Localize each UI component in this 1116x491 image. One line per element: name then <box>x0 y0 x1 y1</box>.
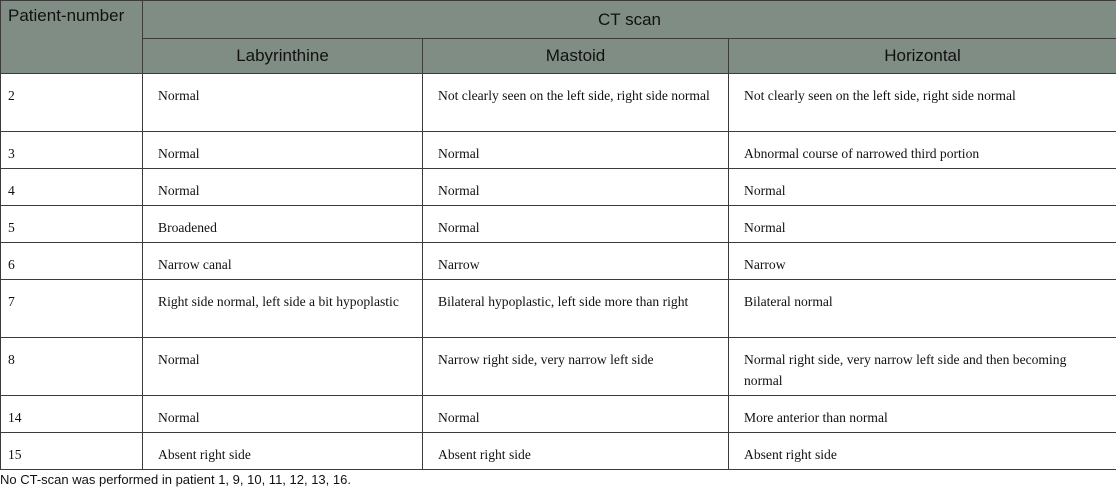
cell-labyrinthine: Normal <box>143 169 423 206</box>
cell-labyrinthine: Absent right side <box>143 433 423 470</box>
cell-labyrinthine: Normal <box>143 132 423 169</box>
cell-labyrinthine: Narrow canal <box>143 243 423 280</box>
cell-horizontal: Not clearly seen on the left side, right side normal <box>729 74 1116 132</box>
cell-horizontal: Normal <box>729 206 1116 243</box>
cell-patient: 3 <box>1 132 143 169</box>
cell-mastoid: Not clearly seen on the left side, right side normal <box>423 74 729 132</box>
header-ct-scan: CT scan <box>143 1 1116 39</box>
cell-labyrinthine: Broadened <box>143 206 423 243</box>
cell-mastoid: Normal <box>423 396 729 433</box>
cell-patient: 2 <box>1 74 143 132</box>
table-body <box>1 74 1116 470</box>
table-row <box>1 169 1116 206</box>
cell-mastoid: Narrow <box>423 243 729 280</box>
cell-mastoid: Normal <box>423 132 729 169</box>
cell-patient: 14 <box>1 396 143 433</box>
cell-patient: 8 <box>1 338 143 396</box>
cell-horizontal: Normal <box>729 169 1116 206</box>
table-footnote: No CT-scan was performed in patient 1, 9, 10, 11, 12, 13, 16. <box>0 472 351 487</box>
table-row <box>1 396 1116 433</box>
cell-labyrinthine: Normal <box>143 338 423 396</box>
table-header <box>1 1 1116 74</box>
cell-horizontal: Normal right side, very narrow left side and then becoming normal <box>729 338 1116 396</box>
cell-horizontal: Bilateral normal <box>729 280 1116 338</box>
header-horizontal: Horizontal <box>729 39 1116 74</box>
table-row <box>1 132 1116 169</box>
cell-mastoid: Normal <box>423 169 729 206</box>
cell-patient: 7 <box>1 280 143 338</box>
cell-horizontal: Narrow <box>729 243 1116 280</box>
cell-horizontal: More anterior than normal <box>729 396 1116 433</box>
cell-labyrinthine: Normal <box>143 396 423 433</box>
cell-patient: 5 <box>1 206 143 243</box>
cell-patient: 6 <box>1 243 143 280</box>
table-row <box>1 433 1116 470</box>
cell-horizontal: Abnormal course of narrowed third portion <box>729 132 1116 169</box>
table-row <box>1 338 1116 396</box>
cell-patient: 4 <box>1 169 143 206</box>
cell-mastoid: Normal <box>423 206 729 243</box>
header-mastoid: Mastoid <box>423 39 729 74</box>
table-row <box>1 206 1116 243</box>
cell-labyrinthine: Normal <box>143 74 423 132</box>
cell-mastoid: Absent right side <box>423 433 729 470</box>
cell-labyrinthine: Right side normal, left side a bit hypoplastic <box>143 280 423 338</box>
cell-mastoid: Bilateral hypoplastic, left side more than right <box>423 280 729 338</box>
header-labyrinthine: Labyrinthine <box>143 39 423 74</box>
cell-mastoid: Narrow right side, very narrow left side <box>423 338 729 396</box>
cell-patient: 15 <box>1 433 143 470</box>
table-row <box>1 243 1116 280</box>
table-row <box>1 280 1116 338</box>
header-patient-number: Patient-number <box>1 1 143 74</box>
table-row <box>1 74 1116 132</box>
cell-horizontal: Absent right side <box>729 433 1116 470</box>
